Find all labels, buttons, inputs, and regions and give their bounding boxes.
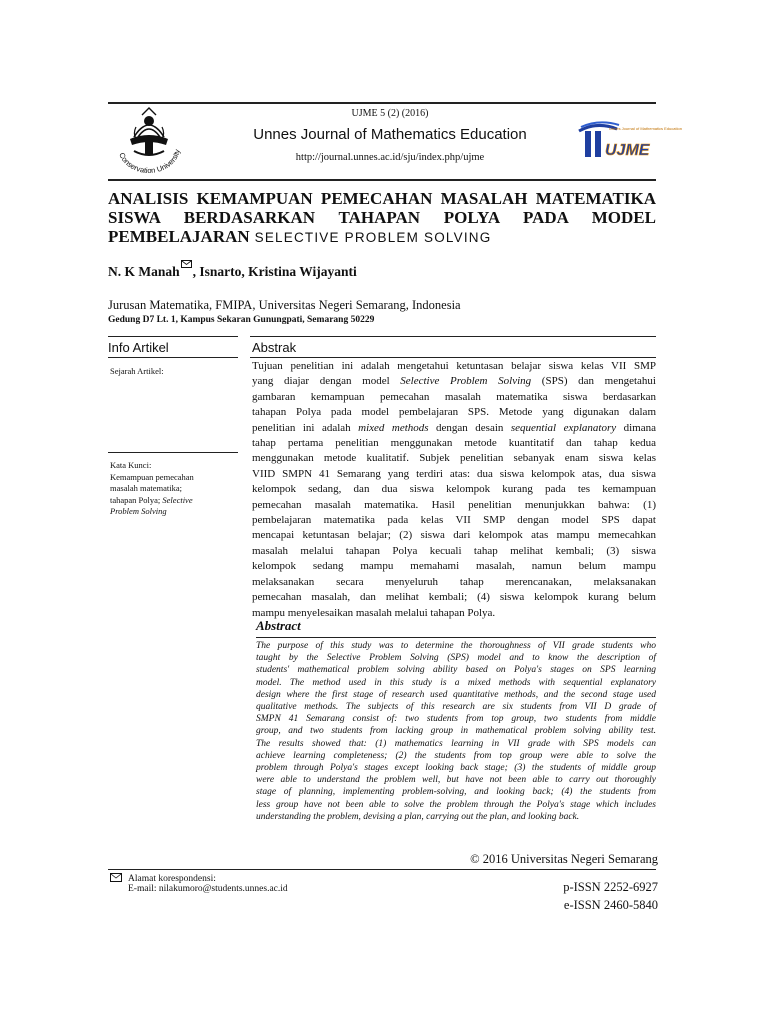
title-line-2: SISWA BERDASARKAN TAHAPAN POLYA PADA MODEL	[108, 208, 656, 227]
title-bold-part: PEMBELAJARAN	[108, 227, 250, 246]
abstract-line: stage of planning, implementing problem-solving, and looking back; (4) the students from	[256, 787, 656, 798]
correspondence	[110, 872, 216, 884]
abstract-line: SMPN 41 Semarang consist of: two students from top group, two students from middle	[256, 714, 656, 725]
abstract-line: taught by the Selective Problem Solving (SPS) model and to know the description of	[256, 653, 656, 664]
title-line-3	[108, 227, 656, 247]
abstrak-top-rule	[250, 336, 656, 337]
correspondence-label: Alamat korespondensi:	[128, 874, 216, 884]
journal-url[interactable]: http://journal.unnes.ac.id/sju/index.php/ujme	[295, 152, 485, 163]
authors-rest: , Isnarto, Kristina Wijayanti	[192, 264, 357, 279]
abstrak-heading-rule	[250, 357, 656, 358]
abstract-line: understanding the problem, devising a plan, carrying out the plan, and looking back.	[256, 811, 580, 822]
abstract-line: less group have not been able to solve the problem through the Polya's stage which includes	[256, 799, 656, 810]
mail-icon[interactable]	[181, 260, 192, 268]
abstract-line: The results showed that: (1) mathematics learning in VII grade with SPS models can	[256, 738, 656, 749]
info-heading-rule	[108, 357, 238, 358]
abstract-line: The purpose of this study was to determine the thoroughness of VII grade students who	[256, 641, 656, 651]
copyright: © 2016 Universitas Negeri Semarang	[470, 852, 658, 866]
affiliation-line-2: Gedung D7 Lt. 1, Kampus Sekaran Gunungpati, Semarang 50229	[108, 315, 375, 325]
header-top-rule	[108, 102, 656, 104]
info-mid-rule	[108, 452, 238, 453]
journal-name: Unnes Journal of Mathematics Education	[253, 126, 527, 143]
authors	[108, 264, 357, 280]
e-issn: e-ISSN 2460-5840	[563, 898, 658, 912]
abstract-line: design where the first stage of research used quantitative methods, and the second stage used	[256, 689, 656, 700]
kata-kunci-block	[110, 460, 194, 518]
keyword-line-1: Kemampuan pemecahan	[110, 471, 194, 482]
header-bottom-rule	[108, 179, 656, 181]
abstract-line: group, and two students from lacking group in mathematical problem solving ability test.	[256, 726, 656, 737]
keyword-line-2: masalah matematika;	[110, 483, 182, 493]
abstract-heading: Abstract	[256, 618, 301, 633]
email[interactable]: E-mail: nilakumoro@students.unnes.ac.id	[128, 884, 288, 894]
ujme-logo	[577, 121, 682, 163]
abstract-body	[256, 640, 656, 823]
ujme-logo-small: Unnes Journal of Mathematics Education	[609, 126, 682, 131]
abstract-line: qualitative methods. The subjects of this research are six students from VII D grade of	[256, 702, 656, 713]
title-model-name: SELECTIVE PROBLEM SOLVING	[249, 230, 492, 245]
abstract-line: students' mathematical problem solving ability based on Polya's stages on SPS learning	[256, 665, 656, 676]
author-first: N. K Manah	[108, 264, 180, 279]
abstrak-body: Tujuan penelitian ini adalah mengetahui ketuntasan belajar siswa kelas VII SMP yang diajar dengan model Selective Problem Solving (SPS) dan mengetahui gambaran kemampuan pemecahan masalah matematika siswa berdasarkan tahapan Polya pada model pembelajaran SPS. Metode yang digunakan dalam penelitian ini adalah mixed methods dengan desain sequential explanatory dimana tahap pertama penelitian menggunakan metode kuantitatif dan tahap kedua menggunakan metode kualitatif. Subjek penelitian sebanyak enam siswa kelas VIID SMPN 41 Semarang yang terdiri atas: dua siswa kelompok atas, dua siswa kelompok sedang, dan dua siswa kelompok kurang pada tes kemampuan pemecahan masalah matematika. Hasil penelitian menunjukkan bahwa: (1) pembelajaran matematika pada kelas VII SMP dengan model SPS dapat mencapai ketuntasan belajar; (2) siswa dari kelompok atas mampu memecahkan masalah melalui tahapan Polya kecuali tahap melihat kembali; (3) siswa kelompok sedang mampu memahami masalah, namun belum mampu melaksanakan secara menyeluruh tahap merencanakan, melaksanakan pemecahan masalah, dan melihat kembali; (4) siswa kelompok kurang belum mampu menyelesaikan masalah melalui tahapan Polya.	[252, 360, 657, 619]
abstract-line: model. The method used in this study is a mixed methods with sequential explanatory	[256, 677, 656, 688]
title-line-1: ANALISIS KEMAMPUAN PEMECAHAN MASALAH MATEMATIKA	[108, 189, 656, 208]
sejarah-label: Sejarah Artikel:	[110, 366, 164, 376]
unnes-logo	[112, 107, 186, 177]
abstract-line: were able to understand the problem well, but have not been able to carry out thoroughly	[256, 775, 656, 786]
kata-kunci-label: Kata Kunci:	[110, 460, 152, 470]
p-issn: p-ISSN 2252-6927	[563, 880, 658, 894]
abstract-heading-rule	[256, 637, 656, 638]
ujme-logo-text: UJME	[605, 142, 650, 159]
keyword-line-3: tahapan Polya; Selective	[110, 494, 193, 505]
envelope-icon	[110, 873, 122, 882]
abstract-line: problem through Polya's stages except looking back stage; (3) the students of middle group	[256, 763, 656, 774]
footer-rule	[108, 869, 656, 870]
logo-caption: Conservation University	[117, 148, 182, 176]
info-top-rule	[108, 336, 238, 337]
abstrak-heading: Abstrak	[252, 340, 297, 355]
journal-issue: UJME 5 (2) (2016)	[351, 108, 429, 119]
keyword-line-4: Problem Solving	[110, 506, 167, 516]
affiliation-line-1: Jurusan Matematika, FMIPA, Universitas Negeri Semarang, Indonesia	[108, 298, 461, 312]
abstract-line: achieve learning completeness; (2) the students from top group were able to solve the	[256, 750, 656, 761]
info-artikel-heading: Info Artikel	[108, 340, 169, 355]
